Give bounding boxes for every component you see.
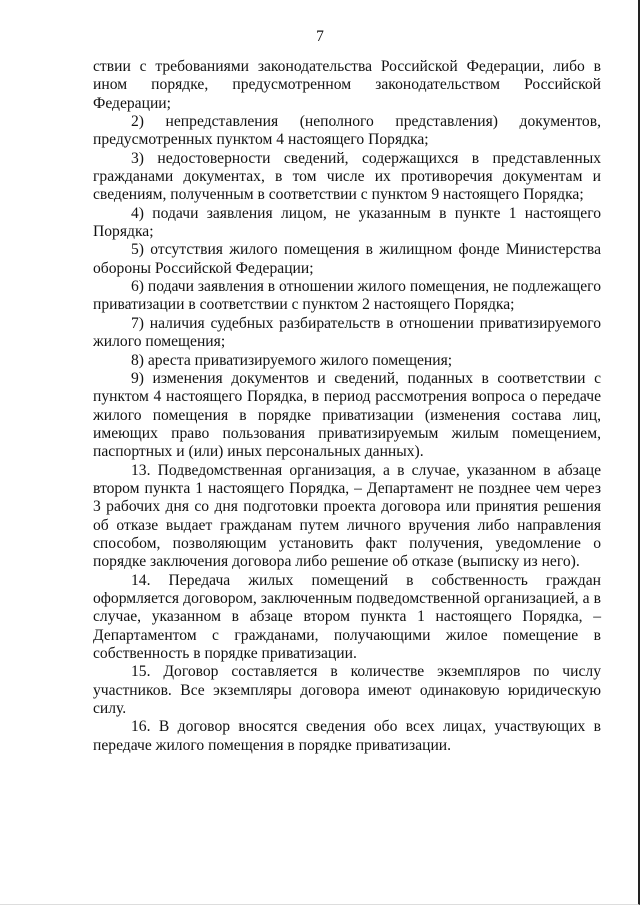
- paragraph-item-2: 2) непредставления (неполного представления) документов, предусмотренных пунктом 4 настоящего Порядка;: [93, 113, 601, 149]
- paragraph-item-9: 9) изменения документов и сведений, поданных в соответствии с пунктом 4 настоящего Порядка, в период рассмотрения вопроса о передаче жилого помещения в порядке приватизации (изменения состава лиц, имеющих право пользования приватизируемым жилым помещением, паспортных и (или) иных персональных данных).: [93, 369, 601, 461]
- paragraph-item-8: 8) ареста приватизируемого жилого помещения;: [131, 351, 453, 369]
- paragraph-item-7: 7) наличия судебных разбирательств в отношении приватизируемого жилого помещения;: [93, 314, 601, 351]
- paragraph-continuation: ствии с требованиями законодательства Российской Федерации, либо в ином порядке, предусмотренном законодательством Российской Федерации;: [93, 58, 601, 112]
- paragraph-item-4: 4) подачи заявления лицом, не указанным в пункте 1 настоящего Порядка;: [93, 204, 601, 241]
- paragraph-clause-13: 13. Подведомственная организация, а в случае, указанном в абзаце втором пункта 1 настоящего Порядка, – Департамент не позднее чем через 3 рабочих дня со дня подготовки проекта договора или принятия решения об отказе выдает гражданам путем личного вручения либо направления способом, позволяющим установить факт получения, уведомление о порядке заключения договора либо решение об отказе (выписку из него).: [93, 461, 601, 571]
- paragraph-item-5: 5) отсутствия жилого помещения в жилищном фонде Министерства обороны Российской Федерации;: [93, 241, 601, 277]
- paragraph-clause-15: 15. Договор составляется в количестве экземпляров по числу участников. Все экземпляры договора имеют одинаковую юридическую силу.: [93, 663, 601, 718]
- paragraph-item-6: 6) подачи заявления в отношении жилого помещения, не подлежащего приватизации в соответствии с пунктом 2 настоящего Порядка;: [93, 278, 601, 314]
- document-body: [93, 58, 601, 755]
- page-number: 7: [316, 28, 324, 45]
- paragraph-clause-14: 14. Передача жилых помещений в собственность граждан оформляется договором, заключенным подведомственной организацией, а в случае, указанном в абзаце втором пункта 1 настоящего Порядка, – Департаментом с гражданами, получающими жилое помещение в собственность в порядке приватизации.: [93, 571, 601, 662]
- paragraph-item-3: 3) недостоверности сведений, содержащихся в представленных гражданами документах, в том числе их противоречия документам и сведениям, полученным в соответствии с пунктом 9 настоящего Порядка;: [93, 149, 601, 204]
- paragraph-clause-16: 16. В договор вносятся сведения обо всех лицах, участвующих в передаче жилого помещения в порядке приватизации.: [93, 718, 601, 754]
